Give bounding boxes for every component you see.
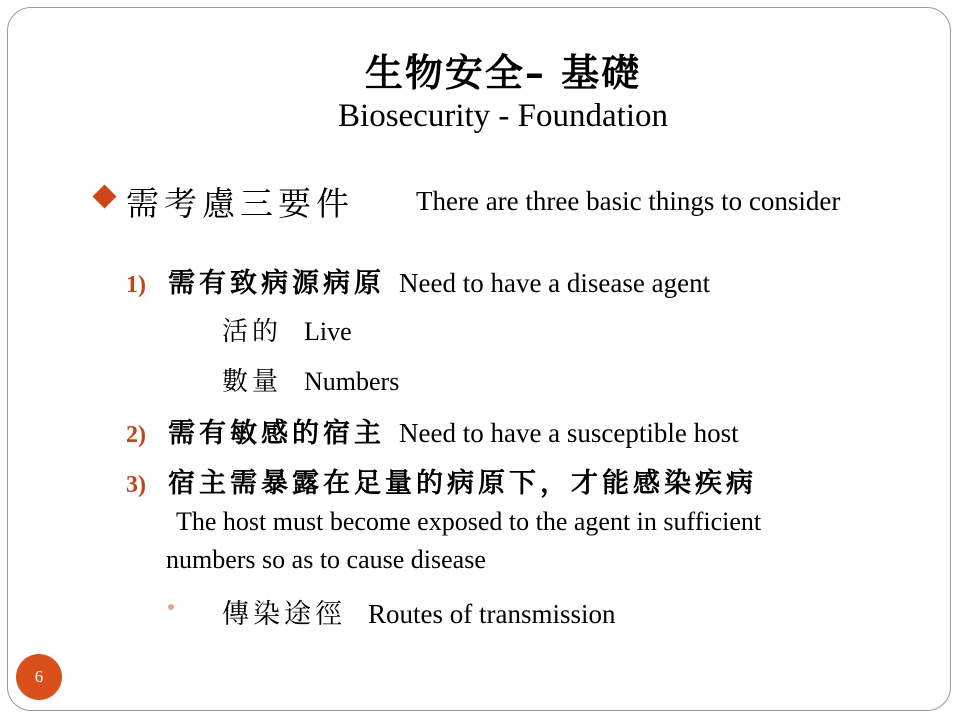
item-number: 3): [126, 472, 146, 498]
transmission-routes: [222, 592, 616, 631]
item-3-english-line-1: The host must become exposed to the agent in sufficient: [176, 507, 762, 536]
item-3-english-line-2: numbers so as to cause disease: [166, 545, 486, 574]
item-english: Need to have a susceptible host: [399, 418, 739, 448]
item-chinese: 需有敏感的宿主: [168, 418, 385, 449]
list-item-3: [126, 461, 757, 500]
sub-item-chinese: 數量: [222, 367, 283, 397]
sub-item-numbers: [222, 361, 399, 398]
sub-item-english: Live: [304, 317, 352, 346]
item-chinese: 需有致病源病原: [168, 268, 385, 299]
sub-bullet-dot-icon: [168, 604, 174, 610]
item-english: Need to have a disease agent: [399, 268, 711, 298]
item-number: 1): [126, 272, 146, 298]
item-number: 2): [126, 422, 146, 448]
list-item-2: [126, 411, 739, 450]
item-chinese: 宿主需暴露在足量的病原下，才能感染疾病: [168, 468, 757, 499]
page-number-badge: 6: [16, 654, 62, 700]
list-item-1: [126, 261, 710, 300]
sub-item-live: [222, 311, 352, 348]
slide-title-english: Biosecurity - Foundation: [338, 98, 668, 134]
transmission-english: Routes of transmission: [368, 599, 616, 629]
slide-title-chinese: 生物安全– 基礎: [364, 50, 642, 95]
sub-item-chinese: 活的: [222, 317, 283, 347]
sub-item-english: Numbers: [304, 367, 400, 396]
transmission-chinese: 傳染途徑: [222, 599, 346, 630]
main-point-chinese: 需考慮三要件: [126, 184, 354, 223]
main-point-english: There are three basic things to consider: [416, 186, 841, 216]
